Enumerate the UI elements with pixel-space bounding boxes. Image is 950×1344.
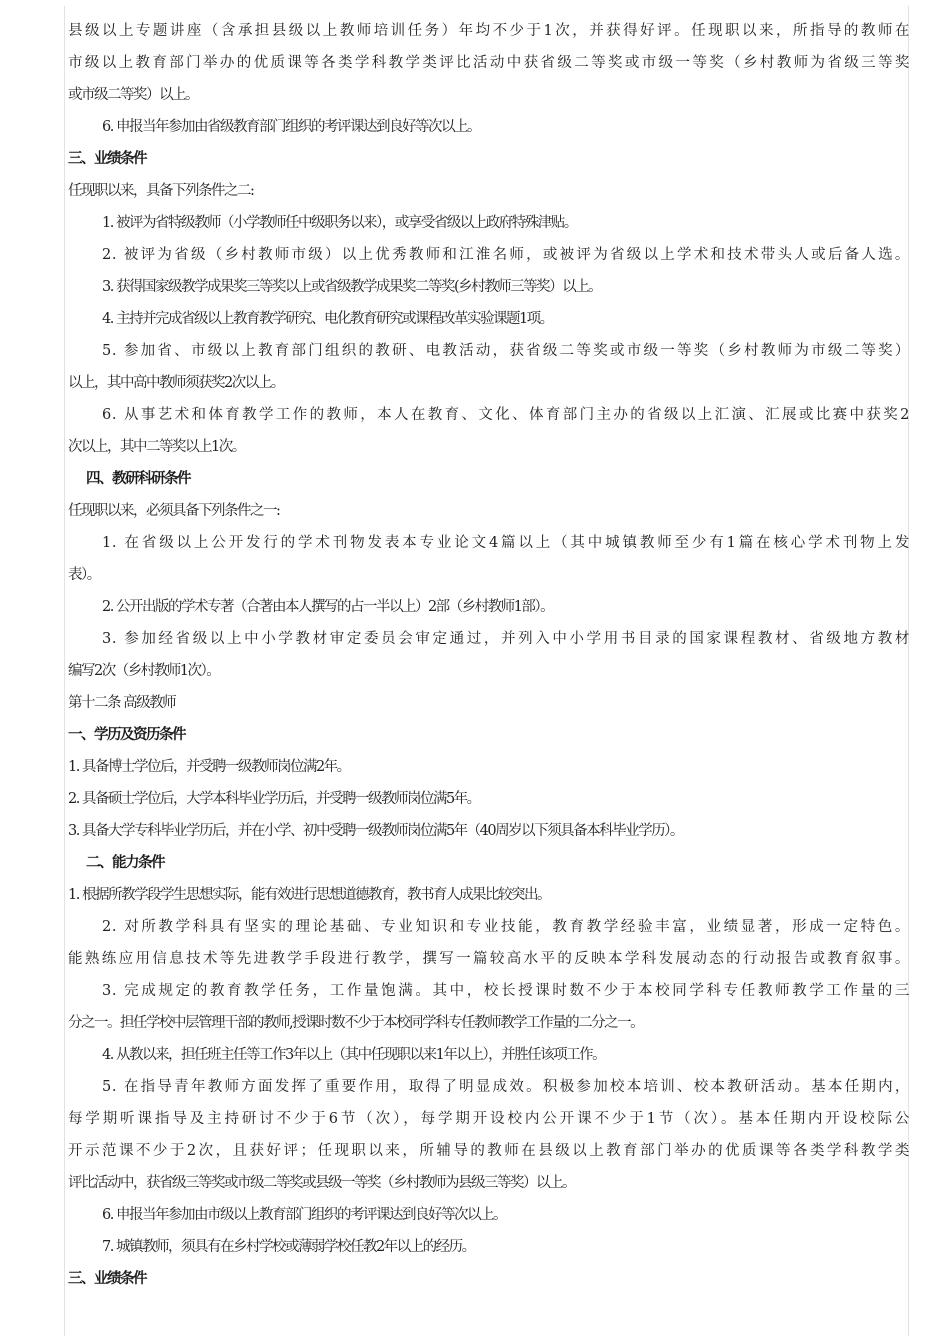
section-heading: 三、业绩条件 <box>68 1271 146 1287</box>
list-item: 3. 完成规定的教育教学任务，工作量饱满。其中，校长授课时数不少于本校同学科专任教师教学工作量的三 <box>102 983 910 999</box>
text-line: 次以上，其中二等奖以上1次。 <box>68 439 245 455</box>
section-heading: 一、学历及资历条件 <box>68 727 185 743</box>
list-item: 6. 申报当年参加由市级以上教育部门组织的考评课达到良好等次以上。 <box>102 1207 506 1223</box>
text-line: 评比活动中，获省级三等奖或市级二等奖或县级一等奖（乡村教师为县级三等奖）以上。 <box>68 1175 575 1191</box>
list-item: 2. 对所教学科具有坚实的理论基础、专业知识和专业技能，教育教学经验丰富，业绩显著，形成一定特色。 <box>102 919 910 935</box>
section-heading: 二、能力条件 <box>86 855 164 871</box>
list-item: 2. 具备硕士学位后，大学本科毕业学历后，并受聘一级教师岗位满5年。 <box>68 791 480 807</box>
list-item: 4. 从教以来，担任班主任等工作3年以上（其中任现职以来1年以上），并胜任该项工作。 <box>102 1047 606 1063</box>
list-item: 1. 在省级以上公开发行的学术刊物发表本专业论文4篇以上（其中城镇教师至少有1篇在核心学术刊物上发 <box>102 535 910 551</box>
list-item: 2. 被评为省级（乡村教师市级）以上优秀教师和江淮名师，或被评为省级以上学术和技术带头人或后备人选。 <box>102 247 910 263</box>
text-line: 县级以上专题讲座（含承担县级以上教师培训任务）年均不少于1次，并获得好评。任现职以来，所指导的教师在 <box>68 23 910 39</box>
list-item: 5. 参加省、市级以上教育部门组织的教研、电教活动，获省级二等奖或市级一等奖（乡村教师为市级二等奖） <box>102 343 910 359</box>
list-item: 3. 具备大学专科毕业学历后，并在小学、初中受聘一级教师岗位满5年（40周岁以下须具备本科毕业学历）。 <box>68 823 683 839</box>
list-item: 7. 城镇教师，须具有在乡村学校或薄弱学校任教2年以上的经历。 <box>102 1239 475 1255</box>
list-item: 2. 公开出版的学术专著（合著由本人撰写的占一半以上）2部（乡村教师1部）。 <box>102 599 554 615</box>
text-line: 以上，其中高中教师须获奖2次以上。 <box>68 375 284 391</box>
list-item: 4. 主持并完成省级以上教育教学研究、电化教育研究或课程改革实验课题1项。 <box>102 311 553 327</box>
list-item: 1. 根据所教学段学生思想实际，能有效进行思想道德教育，教书育人成果比较突出。 <box>68 887 550 903</box>
list-item: 1. 具备博士学位后，并受聘一级教师岗位满2年。 <box>68 759 350 775</box>
text-line: 分之一。担任学校中层管理干部的教师,授课时数不少于本校同学科专任教师教学工作量的二分之一。 <box>68 1015 644 1031</box>
list-item: 3. 获得国家级教学成果奖三等奖以上或省级教学成果奖二等奖(乡村教师三等奖）以上。 <box>102 279 602 295</box>
text-line: 表）。 <box>68 567 100 583</box>
text-line: 每学期听课指导及主持研讨不少于6节（次），每学期开设校内公开课不少于1节（次）。基本任期内开设校际公 <box>68 1111 910 1127</box>
list-item: 5. 在指导青年教师方面发挥了重要作用，取得了明显成效。积极参加校本培训、校本教研活动。基本任期内， <box>102 1079 910 1095</box>
text-line: 任现职以来，必须具备下列条件之一: <box>68 503 280 519</box>
article-heading: 第十二条 高级教师 <box>68 695 176 711</box>
text-line: 开示范课不少于2次，且获好评；任现职以来，所辅导的教师在县级以上教育部门举办的优质课等各类学科教学类 <box>68 1143 910 1159</box>
text-line: 市级以上教育部门举办的优质课等各类学科教学类评比活动中获省级二等奖或市级一等奖（乡村教师为省级三等奖 <box>68 55 910 71</box>
text-line: 能熟练应用信息技术等先进教学手段进行教学，撰写一篇较高水平的反映本学科发展动态的行动报告或教育叙事。 <box>68 951 910 967</box>
section-heading: 三、业绩条件 <box>68 151 146 167</box>
list-item: 6. 从事艺术和体育教学工作的教师，本人在教育、文化、体育部门主办的省级以上汇演、汇展或比赛中获奖2 <box>102 407 910 423</box>
list-item: 3. 参加经省级以上中小学教材审定委员会审定通过，并列入中小学用书目录的国家课程教材、省级地方教材 <box>102 631 910 647</box>
list-item: 1. 被评为省特级教师（小学教师任中级职务以来），或享受省级以上政府特殊津贴。 <box>102 215 577 231</box>
text-line: 任现职以来，具备下列条件之二: <box>68 183 254 199</box>
section-heading: 四、教研科研条件 <box>86 471 190 487</box>
text-line: 或市级二等奖）以上。 <box>68 87 198 103</box>
text-line: 编写2次（乡村教师1次）。 <box>68 663 220 679</box>
list-item: 6. 申报当年参加由省级教育部门组织的考评课达到良好等次以上。 <box>102 119 480 135</box>
